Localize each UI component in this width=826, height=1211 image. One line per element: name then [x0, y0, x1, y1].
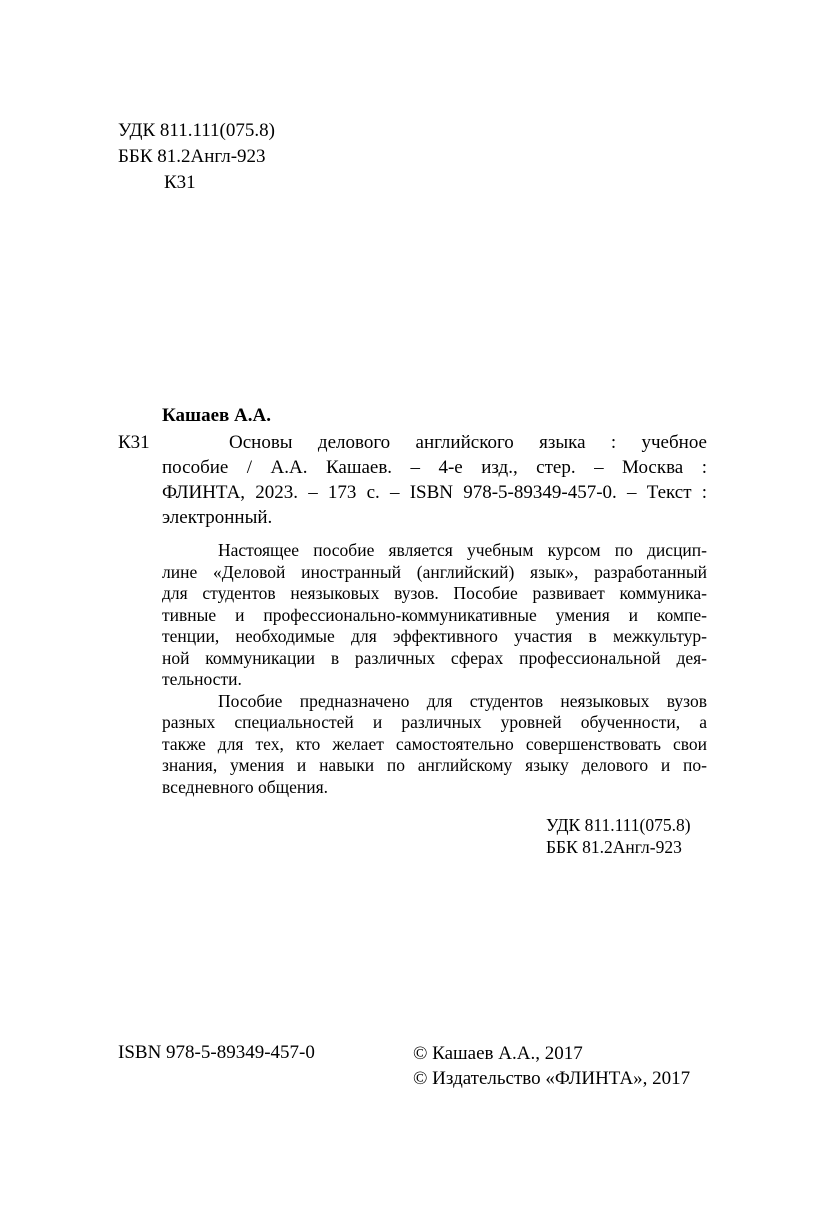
biblio-line: Основы делового английского языка : учебное	[229, 432, 707, 453]
biblio-line: пособие / А.А. Кашаев. – 4-е изд., стер. – Москва :	[162, 457, 707, 478]
annotation-line: тивные и профессионально-коммуникативные умения и компе-	[162, 604, 707, 625]
annotation-line: для студентов неязыковых вузов. Пособие развивает коммуника-	[162, 583, 707, 603]
udk-code: УДК 811.111(075.8)	[118, 120, 275, 141]
annotation-line: также для тех, кто желает самостоятельно совершенствовать свои	[162, 733, 707, 754]
bbk-code: ББК 81.2Англ-923	[118, 146, 266, 167]
annotation-line: знания, умения и навыки по английскому языку делового и по-	[162, 755, 707, 775]
biblio-line: ФЛИНТА, 2023. – 173 с. – ISBN 978-5-89349-457-0. – Текст :	[162, 482, 707, 503]
classification-block	[118, 118, 275, 196]
bbk-code-repeat: ББК 81.2Англ-923	[546, 836, 682, 857]
annotation-line: Настоящее пособие является учебным курсом по дисцип-	[218, 540, 707, 560]
annotation-line: ной коммуникации в различных сферах профессиональной дея-	[162, 647, 707, 668]
biblio-author-mark: К31	[118, 432, 150, 453]
copyright-publisher: © Издательство «ФЛИНТА», 2017	[413, 1068, 691, 1089]
bibliographic-description	[162, 430, 707, 530]
annotation-line: тельности.	[162, 669, 242, 689]
copyright-block	[413, 1041, 690, 1091]
copyright-author: © Кашаев А.А., 2017	[413, 1043, 583, 1064]
annotation-line: Пособие предназначено для студентов неязыковых вузов	[218, 690, 707, 711]
biblio-line: электронный.	[162, 507, 273, 528]
annotation-line: тенции, необходимые для эффективного участия в межкультур-	[162, 626, 707, 646]
author-heading: Кашаев А.А.	[162, 405, 271, 426]
udk-code-repeat: УДК 811.111(075.8)	[546, 815, 691, 835]
annotation-paragraph-1	[162, 540, 707, 691]
isbn: ISBN 978-5-89349-457-0	[118, 1042, 315, 1063]
annotation-line: вседневного общения.	[162, 776, 329, 797]
author-mark: К31	[164, 172, 196, 193]
annotation-line: разных специальностей и различных уровней обученности, а	[162, 712, 707, 732]
classification-repeat-block	[546, 815, 691, 858]
annotation-line: лине «Деловой иностранный (английский) язык», разработанный	[162, 561, 707, 582]
annotation-paragraph-2	[162, 691, 707, 799]
annotation	[162, 540, 707, 798]
